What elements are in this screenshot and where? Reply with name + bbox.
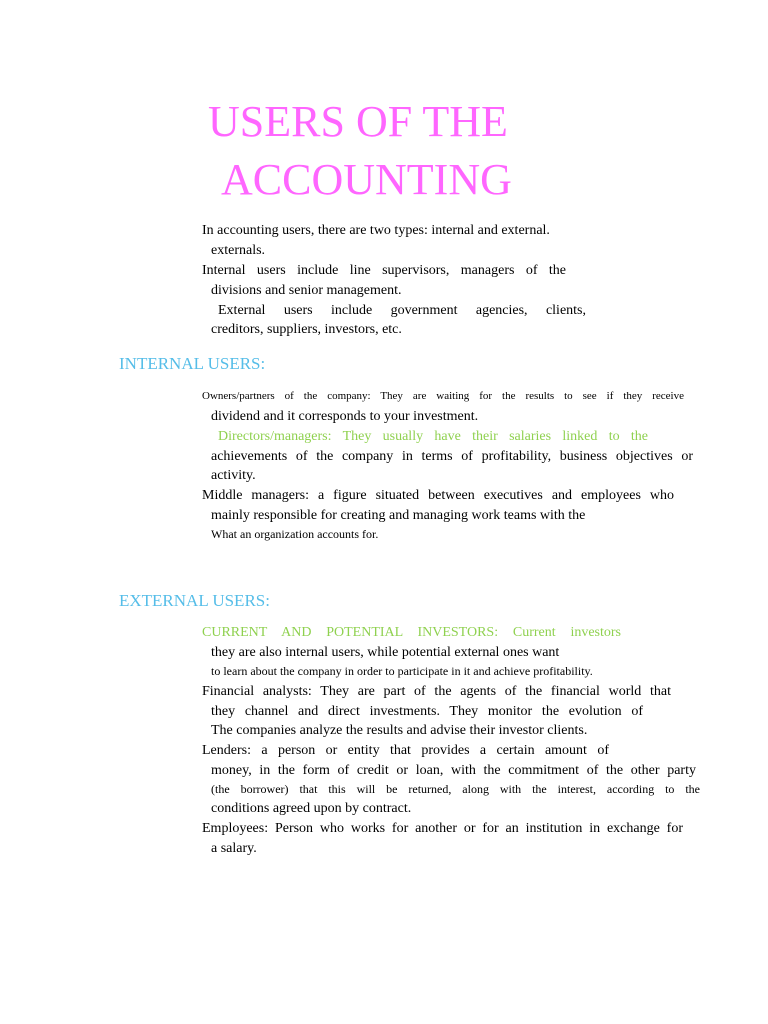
external-lenders-item xyxy=(190,744,609,758)
internal-users-heading: INTERNAL USERS: xyxy=(119,354,266,373)
external-employees-cont-1: a salary. xyxy=(211,841,257,856)
external-investors-line-1: CURRENT AND POTENTIAL INVESTORS: Current investors xyxy=(202,625,621,640)
internal-owners-cont: dividend and it corresponds to your investment. xyxy=(211,409,479,424)
external-analysts-item xyxy=(190,685,671,699)
external-analysts-cont-2: The companies analyze the results and advise their investor clients. xyxy=(211,723,588,738)
intro-item-2-cont: divisions and senior management. xyxy=(211,283,402,298)
external-lenders-cont-2: (the borrower) that this will be returned, along with the interest, according to the xyxy=(211,782,700,796)
internal-owners-item xyxy=(190,391,684,402)
internal-directors-cont-2: activity. xyxy=(211,468,256,483)
internal-directors-line-1: Directors/managers: They usually have their salaries linked to the xyxy=(218,429,648,444)
external-lenders-cont-1: money, in the form of credit or loan, with the commitment of the other party xyxy=(211,763,696,778)
external-employees-line-1: Employees: Person who works for another or for an institution in exchange for xyxy=(202,821,683,836)
internal-middle-cont-1: mainly responsible for creating and managing work teams with the xyxy=(211,508,586,523)
intro-item-2 xyxy=(190,264,566,278)
document-title-line-1: USERS OF THE xyxy=(208,97,508,146)
external-investors-item xyxy=(190,626,621,640)
internal-directors-cont-1: achievements of the company in terms of profitability, business objectives or xyxy=(211,449,693,464)
intro-item-3-line-1: External users include government agencies, clients, xyxy=(218,303,586,318)
internal-middle-cont-2: What an organization accounts for. xyxy=(211,527,379,541)
intro-item-1-line-1: In accounting users, there are two types: internal and external. xyxy=(202,223,550,238)
external-investors-cont-2: to learn about the company in order to participate in it and achieve profitability. xyxy=(211,664,593,678)
external-analysts-line-1: Financial analysts: They are part of the agents of the financial world that xyxy=(202,684,671,699)
external-users-heading: EXTERNAL USERS: xyxy=(119,591,270,610)
document-title-line-2: ACCOUNTING xyxy=(221,155,512,204)
intro-item-1-cont: externals. xyxy=(211,243,266,258)
intro-item-2-line-1: Internal users include line supervisors, managers of the xyxy=(202,263,566,278)
internal-directors-item xyxy=(190,430,648,444)
internal-middle-line-1: Middle managers: a figure situated between executives and employees who xyxy=(202,488,674,503)
intro-item-1 xyxy=(190,224,550,238)
external-lenders-line-1: Lenders: a person or entity that provides a certain amount of xyxy=(202,743,609,758)
intro-item-3-cont: creditors, suppliers, investors, etc. xyxy=(211,322,402,337)
external-lenders-cont-3: conditions agreed upon by contract. xyxy=(211,801,412,816)
external-employees-item xyxy=(190,822,683,836)
intro-item-3 xyxy=(190,304,586,318)
internal-owners-line-1: Owners/partners of the company: They are waiting for the results to see if they receive xyxy=(202,390,684,402)
internal-middle-item xyxy=(190,489,674,503)
external-investors-cont-1: they are also internal users, while potential external ones want xyxy=(211,645,560,660)
external-analysts-cont-1: they channel and direct investments. They monitor the evolution of xyxy=(211,704,643,719)
